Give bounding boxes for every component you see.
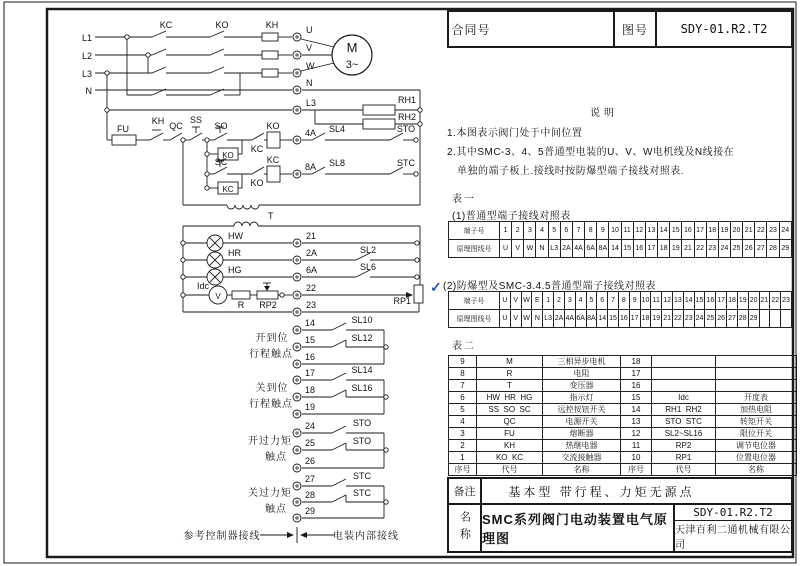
component-cell: RP1 [652, 452, 716, 464]
terminal-cell: W [524, 240, 536, 258]
component-cell: KH [477, 440, 543, 452]
terminal-cell: 18 [727, 292, 738, 310]
component-cell: 6 [449, 392, 477, 404]
component-cell: 18 [621, 356, 652, 368]
company-name: 天津百利二通机械有限公司 [675, 525, 791, 551]
schematic-label: HR [228, 248, 241, 258]
schematic-label: M [346, 40, 358, 55]
header-strip [447, 10, 793, 48]
schematic-label: RH1 [398, 95, 417, 105]
schematic-label: 关过力矩 [248, 488, 292, 499]
component-table [448, 355, 797, 476]
schematic-label: SC [214, 157, 228, 167]
terminal-cell: 26 [743, 240, 755, 258]
terminal-cell: 11 [621, 222, 633, 240]
component-cell: 代号 [477, 464, 543, 476]
component-cell [716, 368, 797, 380]
schematic-label: KC [159, 20, 173, 30]
terminal-cell: 5 [548, 222, 560, 240]
schematic-label: RP1 [393, 296, 411, 306]
terminal-cell: 5 [586, 292, 597, 310]
row-header: 原理图线号 [449, 310, 500, 328]
schematic-label: 参考控制器接线 [183, 531, 261, 542]
terminal-cell: 12 [633, 222, 645, 240]
terminal-cell: 21 [759, 292, 770, 310]
schematic-label: Idc [196, 281, 210, 291]
schematic-label: V [306, 43, 313, 53]
terminal-cell: 22 [755, 222, 767, 240]
terminal-cell: 3 [524, 222, 536, 240]
component-cell: RP2 [652, 440, 716, 452]
component-cell: 1 [449, 452, 477, 464]
terminal-cell: V [510, 292, 521, 310]
schematic-label: HW [228, 231, 243, 241]
schematic-label: 6A [306, 265, 318, 275]
terminal-cell: 25 [705, 310, 716, 328]
terminal-cell: 26 [716, 310, 727, 328]
component-cell: 熔断器 [543, 428, 621, 440]
drawing-no-label: 图号 [613, 12, 657, 46]
terminal-cell: 23 [706, 240, 718, 258]
schematic-label: HG [228, 265, 242, 275]
schematic-label: 24 [305, 421, 316, 431]
schematic-label: 29 [305, 506, 316, 516]
schematic-label: STC [397, 158, 415, 168]
schematic-label: SL2 [359, 245, 377, 255]
schematic-label: 19 [305, 402, 316, 412]
terminal-cell: E [532, 292, 543, 310]
terminal-cell: 4 [536, 222, 548, 240]
component-cell: 加热电阻 [716, 404, 797, 416]
terminal-cell: N [536, 240, 548, 258]
schematic-label: KH [265, 20, 279, 30]
terminal-cell: 6 [560, 222, 572, 240]
terminal-cell: 14 [683, 292, 694, 310]
schematic-label: SL14 [351, 365, 373, 375]
terminal-cell: 24 [694, 310, 705, 328]
schematic-label: FU [117, 124, 129, 134]
schematic-label: RP2 [259, 300, 277, 310]
terminal-cell: 1 [500, 222, 512, 240]
schematic-label: 行程触点 [249, 349, 293, 360]
component-cell: 名称 [716, 464, 797, 476]
terminal-cell: 8A [586, 310, 597, 328]
component-cell: Idc [652, 392, 716, 404]
row-header: 端子号 [449, 292, 500, 310]
schematic-label: 16 [305, 352, 316, 362]
terminal-cell: 21 [662, 310, 673, 328]
schematic-label: 触点 [265, 504, 287, 515]
component-cell [716, 380, 797, 392]
terminal-cell: 13 [645, 222, 657, 240]
schematic-label: SL12 [351, 333, 373, 343]
terminal-cell: 16 [682, 222, 694, 240]
terminal-cell: W [521, 292, 532, 310]
terminal-cell: 23 [683, 310, 694, 328]
component-cell: 开度表 [716, 392, 797, 404]
note-line-2: 2.其中SMC-3、4、5普通型电装的U、V、W电机线及N线接在 [447, 147, 735, 158]
component-cell [652, 368, 716, 380]
circuit-geometry [95, 31, 423, 543]
schematic-label: 2A [306, 248, 318, 258]
terminal-cell: 28 [767, 240, 779, 258]
terminal-cell: 3 [564, 292, 575, 310]
schematic-label: STC [353, 488, 371, 498]
component-cell: 名称 [543, 464, 621, 476]
schematic-label: L3 [306, 98, 317, 108]
terminal-cell: 19 [651, 310, 662, 328]
schematic-label: 27 [305, 474, 316, 484]
component-cell: FU [477, 428, 543, 440]
schematic-label: R [237, 300, 245, 310]
component-cell: 指示灯 [543, 392, 621, 404]
schematic-label: L3 [81, 69, 92, 79]
schematic-label: SL4 [328, 124, 346, 134]
terminal-cell: 1 [543, 292, 554, 310]
schematic-label: W [306, 61, 315, 71]
component-cell: 远控按钮开关 [543, 404, 621, 416]
terminal-cell: 16 [633, 240, 645, 258]
component-cell: 5 [449, 404, 477, 416]
terminal-cell: 8A [597, 240, 609, 258]
schematic-label: STO [396, 124, 416, 134]
component-cell: 12 [621, 428, 652, 440]
terminal-cell: 16 [618, 310, 629, 328]
terminal-cell: 6A [575, 310, 586, 328]
schematic-label: 4A [305, 128, 317, 138]
schematic-label: SL6 [359, 262, 377, 272]
terminal-cell: 14 [609, 240, 621, 258]
terminal-cell: 18 [658, 240, 670, 258]
schematic-label: 电装内部接线 [333, 531, 399, 542]
terminal-cell: 2A [560, 240, 572, 258]
component-cell [716, 356, 797, 368]
schematic-label: 17 [305, 368, 316, 378]
terminal-cell: 19 [670, 240, 682, 258]
schematic-label: SS [189, 115, 203, 125]
component-cell: R [477, 368, 543, 380]
component-cell: 电阻 [543, 368, 621, 380]
component-cell: 变压器 [543, 380, 621, 392]
terminal-cell: 11 [651, 292, 662, 310]
terminal-cell: 17 [645, 240, 657, 258]
schematic-label: STO [352, 436, 372, 446]
schematic-label: 行程触点 [249, 399, 293, 410]
component-cell: 转矩开关 [716, 416, 797, 428]
schematic-label: KC [250, 144, 264, 154]
component-cell [652, 380, 716, 392]
terminal-cell: 12 [662, 292, 673, 310]
component-cell: 交流接触器 [543, 452, 621, 464]
component-cell: 限位开关 [716, 428, 797, 440]
schematic-label: 关到位 [255, 383, 289, 394]
component-cell: 序号 [449, 464, 477, 476]
schematic-label: 3~ [345, 59, 359, 71]
component-cell: 4 [449, 416, 477, 428]
component-cell [652, 356, 716, 368]
schematic-label: 触点 [265, 452, 287, 463]
table-one-caption-1: (1)普通型端子接线对照表 [452, 211, 571, 222]
terminal-cell: 7 [608, 292, 619, 310]
schematic-label: 15 [305, 335, 316, 345]
schematic-label: U [306, 25, 313, 35]
schematic-label: 25 [305, 438, 316, 448]
terminal-cell: 21 [682, 240, 694, 258]
terminal-cell: 25 [730, 240, 742, 258]
schematic-label: STO [352, 418, 372, 428]
component-cell: 14 [621, 404, 652, 416]
component-cell: T [477, 380, 543, 392]
terminal-cell: 9 [597, 222, 609, 240]
terminal-cell: 2 [512, 222, 524, 240]
terminal-cell: 4 [575, 292, 586, 310]
component-cell: KO KC [477, 452, 543, 464]
schematic-label: KC [222, 185, 234, 194]
schematic-label: 23 [306, 300, 317, 310]
terminal-cell: 15 [694, 292, 705, 310]
component-cell: SL2~SL16 [652, 428, 716, 440]
schematic-label: SL8 [328, 158, 346, 168]
terminal-cell [770, 310, 781, 328]
terminal-cell: U [500, 310, 511, 328]
component-cell: 8 [449, 368, 477, 380]
terminal-cell: 21 [743, 222, 755, 240]
terminal-cell: 22 [673, 310, 684, 328]
schematic-label: 28 [305, 490, 316, 500]
terminal-cell: 23 [767, 222, 779, 240]
component-cell: 3 [449, 428, 477, 440]
terminal-cell: 15 [621, 240, 633, 258]
contract-no-label: 合同号 [451, 22, 491, 37]
terminal-cell: 14 [658, 222, 670, 240]
terminal-cell: 16 [705, 292, 716, 310]
schematic-label: 21 [306, 231, 317, 241]
terminal-cell: 22 [694, 240, 706, 258]
terminal-cell: 15 [608, 310, 619, 328]
terminal-cell: 7 [572, 222, 584, 240]
notes-title: 说明 [590, 108, 618, 119]
component-cell: M [477, 356, 543, 368]
terminal-cell: 10 [609, 222, 621, 240]
schematic-label: 18 [305, 385, 316, 395]
schematic-label: V [215, 292, 221, 301]
terminal-cell [781, 310, 792, 328]
terminal-cell: 20 [748, 292, 759, 310]
schematic-label: 26 [305, 456, 316, 466]
terminal-cell: 17 [694, 222, 706, 240]
schematic-label: SO [214, 121, 228, 131]
note-line-1: 1.本图表示阀门处于中间位置 [447, 128, 583, 139]
table-one-caption-2: (2)防爆型及SMC-3.4.5普通型端子接线对照表 [443, 281, 657, 292]
schematic-label: 14 [305, 318, 316, 328]
contract-no-value [493, 12, 613, 46]
terminal-cell [759, 310, 770, 328]
table-two-label: 表二 [452, 341, 476, 352]
schematic-label: L2 [81, 51, 92, 61]
component-cell: 11 [621, 440, 652, 452]
component-cell: 三相异步电机 [543, 356, 621, 368]
terminal-cell: 10 [640, 292, 651, 310]
component-cell: 9 [449, 356, 477, 368]
terminal-cell: U [500, 240, 512, 258]
drawing-no-value: SDY-01.R2.T2 [680, 22, 768, 36]
terminal-cell: 20 [730, 222, 742, 240]
schematic-label: SL16 [351, 383, 373, 393]
component-cell: 2 [449, 440, 477, 452]
terminal-cell: L3 [543, 310, 554, 328]
terminal-cell: 22 [770, 292, 781, 310]
terminal-cell: 24 [718, 240, 730, 258]
terminal-cell: 2 [554, 292, 565, 310]
schematic-label: SL10 [351, 315, 373, 325]
name-label: 名称 [449, 505, 482, 551]
remark-label: 备注 [449, 479, 482, 503]
note-line-3: 单独的端子板上.接线时按防爆型端子接线对照表. [457, 166, 685, 177]
terminal-cell: W [521, 310, 532, 328]
terminal-cell: 2A [554, 310, 565, 328]
terminal-cell: 18 [640, 310, 651, 328]
terminal-cell: N [532, 310, 543, 328]
terminal-cell: 13 [673, 292, 684, 310]
component-cell: QC [477, 416, 543, 428]
schematic-label: KO [215, 20, 229, 30]
terminal-cell: L3 [548, 240, 560, 258]
schematic-label: L1 [81, 33, 92, 43]
terminal-cell: 6 [597, 292, 608, 310]
terminal-cell: 19 [737, 292, 748, 310]
component-cell: 13 [621, 416, 652, 428]
component-cell: 10 [621, 452, 652, 464]
terminal-cell: 17 [716, 292, 727, 310]
component-cell: 调节电位器 [716, 440, 797, 452]
terminal-cell: U [500, 292, 511, 310]
schematic-label: KC [266, 155, 280, 165]
terminal-cell: 9 [629, 292, 640, 310]
schematic-label: KO [222, 151, 234, 160]
terminal-cell: 15 [670, 222, 682, 240]
terminal-cell: 27 [727, 310, 738, 328]
component-cell: 7 [449, 380, 477, 392]
component-cell: STO STC [652, 416, 716, 428]
component-cell: 热继电器 [543, 440, 621, 452]
terminal-cell: 29 [779, 240, 791, 258]
schematic-label: 8A [305, 162, 317, 172]
terminal-cell: 19 [718, 222, 730, 240]
terminal-cell: 4A [564, 310, 575, 328]
schematic-label: N [85, 86, 92, 96]
component-cell: 电源开关 [543, 416, 621, 428]
title-block-drawing-no: SDY-01.R2.T2 [675, 505, 791, 521]
component-cell: 序号 [621, 464, 652, 476]
schematic-label: 22 [306, 283, 317, 293]
title-block [447, 477, 793, 553]
terminal-cell: 28 [737, 310, 748, 328]
component-cell: 17 [621, 368, 652, 380]
component-cell: 位置电位器 [716, 452, 797, 464]
schematic-label: 开到位 [255, 333, 289, 344]
component-cell: RH1 RH2 [652, 404, 716, 416]
schematic-label: KO [266, 121, 280, 131]
terminal-table-normal [448, 221, 792, 258]
terminal-cell: 4A [572, 240, 584, 258]
schematic-label: STC [353, 471, 371, 481]
terminal-cell: 8 [585, 222, 597, 240]
component-cell: SS SO SC [477, 404, 543, 416]
terminal-table-explosionproof [448, 291, 792, 328]
terminal-cell: 23 [781, 292, 792, 310]
check-mark: ✓ [430, 279, 442, 295]
terminal-cell: V [512, 240, 524, 258]
schematic-label: KO [250, 178, 264, 188]
component-cell: 15 [621, 392, 652, 404]
drawing-title: SMC系列阀门电动装置电气原理图 [482, 505, 675, 551]
remark-text: 基本型 带行程、力矩无源点 [508, 484, 695, 499]
schematic-label: T [268, 211, 274, 221]
terminal-cell: 24 [779, 222, 791, 240]
terminal-cell: 27 [755, 240, 767, 258]
row-header: 原理图线号 [449, 240, 500, 258]
schematic-labels [82, 20, 416, 542]
schematic-label: RH2 [398, 112, 417, 122]
terminal-cell: 29 [748, 310, 759, 328]
schematic-label: N [306, 78, 313, 88]
terminal-cell: V [510, 310, 521, 328]
terminal-cell: 14 [597, 310, 608, 328]
row-header: 端子号 [449, 222, 500, 240]
table-one-label: 表一 [452, 194, 476, 205]
terminal-cell: 18 [706, 222, 718, 240]
schematic-label: KH [151, 116, 165, 126]
component-cell: 16 [621, 380, 652, 392]
schematic-label: QC [169, 121, 183, 131]
component-cell: HW HR HG [477, 392, 543, 404]
terminal-cell: 6A [585, 240, 597, 258]
terminal-cell: 8 [618, 292, 629, 310]
terminal-cell: 17 [629, 310, 640, 328]
schematic-label: 开过力矩 [248, 436, 292, 447]
component-cell: 代号 [652, 464, 716, 476]
